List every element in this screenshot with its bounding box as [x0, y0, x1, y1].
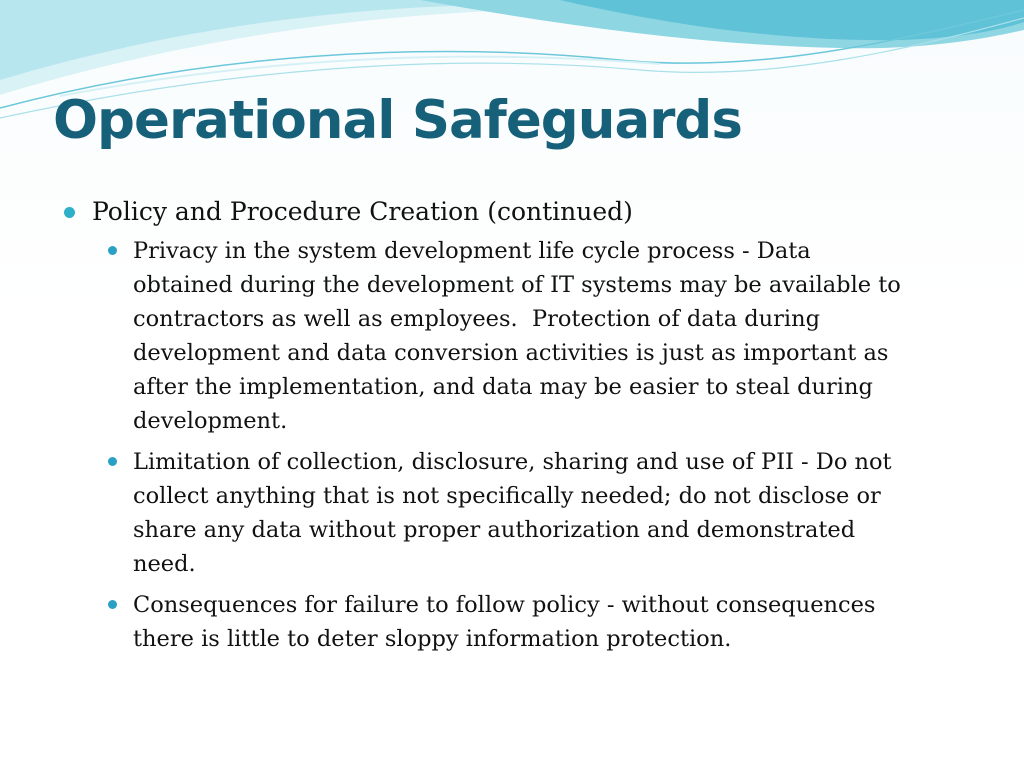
slide-title: Operational Safeguards	[53, 90, 742, 151]
sub-bullet-line: collect anything that is not specifically needed; do not disclose or	[133, 483, 881, 509]
sub-bullet-line: after the implementation, and data may be easier to steal during	[133, 374, 873, 400]
slide-body	[60, 194, 960, 663]
sub-bullet-item	[60, 588, 960, 656]
sub-bullet-line: development and data conversion activities is just as important as	[133, 340, 889, 366]
sub-bullet-dot	[108, 457, 117, 466]
sub-bullet-list	[60, 234, 960, 656]
sub-bullet-item	[60, 445, 960, 581]
sub-bullet-dot	[108, 600, 117, 609]
sub-bullet-line: Privacy in the system development life cycle process - Data	[133, 238, 811, 264]
sub-bullet-line: need.	[133, 551, 196, 577]
sub-bullet-line: obtained during the development of IT systems may be available to	[133, 272, 901, 298]
sub-bullet-line: development.	[133, 408, 288, 434]
sub-bullet-line: Limitation of collection, disclosure, sharing and use of PII - Do not	[133, 449, 892, 475]
main-bullet-dot	[64, 207, 75, 218]
main-bullet-text: Policy and Procedure Creation (continued)	[92, 197, 633, 226]
sub-bullet-dot	[108, 246, 117, 255]
sub-bullet-item	[60, 234, 960, 438]
sub-bullet-line: there is little to deter sloppy information protection.	[133, 626, 732, 652]
sub-bullet-line: contractors as well as employees. Protection of data during	[133, 306, 820, 332]
main-bullet-item	[60, 194, 960, 230]
sub-bullet-line: share any data without proper authorization and demonstrated	[133, 517, 856, 543]
sub-bullet-line: Consequences for failure to follow policy - without consequences	[133, 592, 876, 618]
